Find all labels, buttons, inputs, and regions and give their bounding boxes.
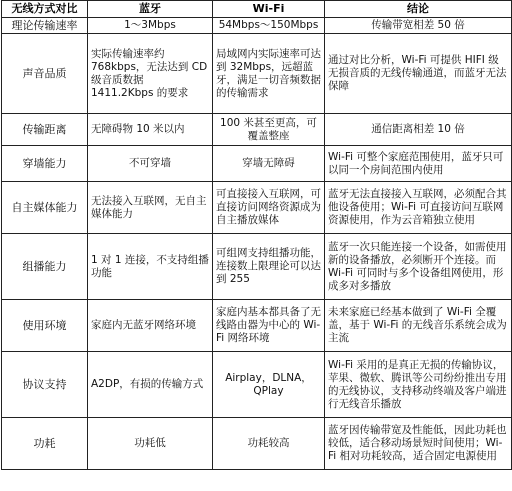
bluetooth-cell: A2DP，有损的传输方式 xyxy=(88,352,213,418)
bluetooth-cell: 无障碍物 10 米以内 xyxy=(88,114,213,146)
row-label: 自主媒体能力 xyxy=(2,182,88,234)
table-row xyxy=(2,182,512,234)
wifi-cell: 可直接接入互联网，可直接访问网络资源成为自主播放媒体 xyxy=(213,182,325,234)
bluetooth-cell: 家庭内无蓝牙网络环境 xyxy=(88,300,213,352)
wifi-cell: 可组网支持组播功能，连接数上限理论可以达到 255 xyxy=(213,234,325,300)
row-label: 组播能力 xyxy=(2,234,88,300)
wifi-cell: 100 米甚至更高，可覆盖整座 xyxy=(213,114,325,146)
table-row xyxy=(2,300,512,352)
bluetooth-cell: 1～3Mbps xyxy=(88,18,213,34)
conclusion-cell: Wi-Fi 采用的是真正无损的传输协议，苹果、微软、腾讯等公司纷纷推出专用的无线协议，支持移动终端及客户端进行无线音乐播放 xyxy=(325,352,512,418)
table-row xyxy=(2,114,512,146)
bluetooth-cell: 实际传输速率约 768kbps，无法达到 CD 级音质数据 1411.2Kbps 的要求 xyxy=(88,34,213,114)
comparison-table xyxy=(1,0,512,470)
table-row xyxy=(2,418,512,470)
wifi-cell: 54Mbps～150Mbps xyxy=(213,18,325,34)
table-row xyxy=(2,352,512,418)
conclusion-cell: 通过对比分析，Wi-Fi 可提供 HIFI 级无损音质的无线传输通道，而蓝牙无法保障 xyxy=(325,34,512,114)
row-label: 声音品质 xyxy=(2,34,88,114)
wifi-cell: Airplay，DLNA，QPlay xyxy=(213,352,325,418)
header-comparison: 无线方式对比 xyxy=(2,1,88,18)
header-wifi: Wi-Fi xyxy=(213,1,325,18)
conclusion-cell: 通信距离相差 10 倍 xyxy=(325,114,512,146)
wifi-cell: 穿墙无障碍 xyxy=(213,146,325,182)
header-row xyxy=(2,1,512,18)
table-row xyxy=(2,146,512,182)
bluetooth-cell: 不可穿墙 xyxy=(88,146,213,182)
row-label: 理论传输速率 xyxy=(2,18,88,34)
bluetooth-cell: 无法接入互联网，无自主媒体能力 xyxy=(88,182,213,234)
table-row xyxy=(2,18,512,34)
header-conclusion: 结论 xyxy=(325,1,512,18)
conclusion-cell: Wi-Fi 可整个家庭范围使用，蓝牙只可以同一个房间范围内使用 xyxy=(325,146,512,182)
row-label: 传输距离 xyxy=(2,114,88,146)
table-row xyxy=(2,34,512,114)
row-label: 功耗 xyxy=(2,418,88,470)
bluetooth-cell: 功耗低 xyxy=(88,418,213,470)
conclusion-cell: 未来家庭已经基本做到了 Wi-Fi 全覆盖，基于 Wi-Fi 的无线音乐系统会成为主流 xyxy=(325,300,512,352)
row-label: 协议支持 xyxy=(2,352,88,418)
wifi-cell: 家庭内基本都具备了无线路由器为中心的 Wi-Fi 网络环境 xyxy=(213,300,325,352)
row-label: 使用环境 xyxy=(2,300,88,352)
header-bluetooth: 蓝牙 xyxy=(88,1,213,18)
wifi-cell: 功耗较高 xyxy=(213,418,325,470)
bluetooth-cell: 1 对 1 连接，不支持组播功能 xyxy=(88,234,213,300)
conclusion-cell: 传输带宽相差 50 倍 xyxy=(325,18,512,34)
conclusion-cell: 蓝牙一次只能连接一个设备，如需使用新的设备播放，必须断开个连接。而 Wi-Fi 可同时与多个设备组网使用，形成多对多播放 xyxy=(325,234,512,300)
row-label: 穿墙能力 xyxy=(2,146,88,182)
wifi-cell: 局域网内实际速率可达到 32Mbps，远超蓝牙，满足一切音频数据的传输需求 xyxy=(213,34,325,114)
table-row xyxy=(2,234,512,300)
conclusion-cell: 蓝牙无法直接接入互联网，必须配合其他设备使用；Wi-Fi 可直接访问互联网资源使用，作为云音箱独立使用 xyxy=(325,182,512,234)
conclusion-cell: 蓝牙因传输带宽及性能低，因此功耗也较低，适合移动场景短时间使用；Wi-Fi 相对功耗较高，适合固定电源使用 xyxy=(325,418,512,470)
